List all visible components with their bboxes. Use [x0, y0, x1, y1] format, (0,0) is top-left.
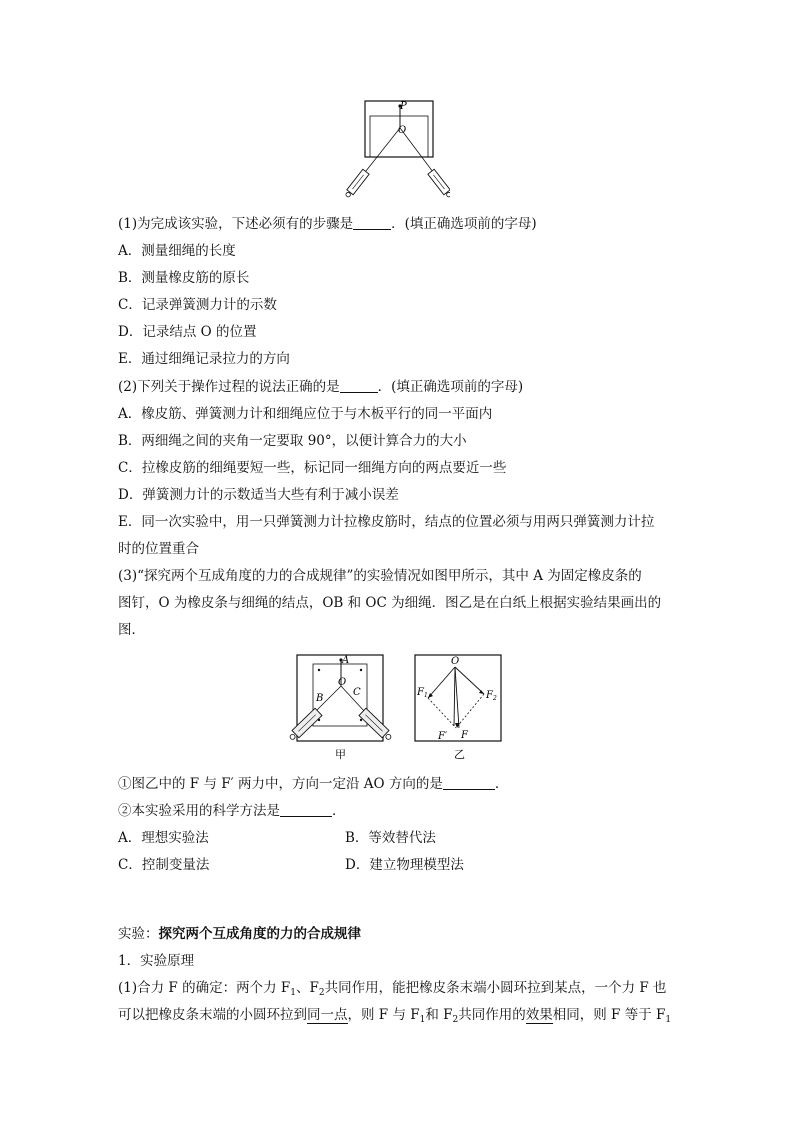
q3-line-1: (3)“探究两个互成角度的力的合成规律”的实验情况如图甲所示，其中 A 为固定橡皮条的	[118, 568, 642, 584]
figure-yi	[410, 650, 510, 765]
q1-answer-blank[interactable]	[353, 217, 391, 230]
jia-label-c: C	[353, 687, 361, 698]
q1-option-c: C．记录弹簧测力计的示数	[118, 297, 277, 313]
q2-option-e-cont: 时的位置重合	[118, 541, 199, 557]
q3-choice-c: C．控制变量法	[118, 857, 210, 873]
q3-choice-d: D．建立物理模型法	[345, 857, 464, 873]
section-title: 实验：探究两个互成角度的力的合成规律	[118, 926, 361, 942]
q1-stem: (1)为完成该实验，下述必须有的步骤是 ．(填正确选项前的字母)	[118, 216, 537, 232]
section-para-1: (1)合力 F 的确定：两个力 $F_1$、$F_2$共同作用，能把橡皮条末端小圆环拉到某点，一个力 F 也	[118, 980, 667, 998]
q2-stem: (2)下列关于操作过程的说法正确的是 ．(填正确选项前的字母)	[118, 379, 524, 395]
section-para-2: 可以把橡皮条末端的小圆环拉到同一点，则 F 与 $F_1$和 $F_2$共同作用的效果相同，则 F 等于 $F_1$	[118, 1007, 672, 1025]
q1-option-d: D．记录结点 O 的位置	[118, 324, 257, 340]
jia-label-b: B	[316, 693, 324, 704]
q3-choice-b: B．等效替代法	[345, 830, 436, 846]
q3-sub2: ②本实验采用的科学方法是 ．	[118, 803, 346, 819]
jia-label-a: A	[342, 655, 350, 666]
q2-option-d: D．弹簧测力计的示数适当大些有利于减小误差	[118, 487, 399, 503]
yi-caption: 乙	[454, 748, 465, 761]
label-o: O	[398, 125, 407, 136]
q2-option-b: B．两细绳之间的夹角一定要取 90°，以便计算合力的大小	[118, 433, 467, 449]
figure-board-top	[340, 96, 450, 206]
q2-option-e: E．同一次实验中，用一只弹簧测力计拉橡皮筋时，结点的位置必须与用两只弹簧测力计拉	[118, 514, 655, 530]
q1-option-e: E．通过细绳记录拉力的方向	[118, 351, 290, 367]
q1-option-b: B．测量橡皮筋的原长	[118, 270, 250, 286]
jia-caption: 甲	[335, 748, 346, 761]
yi-label-o: O	[451, 656, 460, 667]
yi-label-f1: $F_1$	[417, 687, 428, 699]
q2-option-c: C．拉橡皮筋的细绳要短一些，标记同一细绳方向的两点要近一些	[118, 460, 507, 476]
yi-label-f2: $F_2$	[486, 690, 497, 702]
label-p: P	[400, 101, 407, 112]
q3-line-3: 图．	[118, 622, 145, 638]
q3-sub1: ①图乙中的 F 与 F′ 两力中，方向一定沿 AO 方向的是 ．	[118, 776, 509, 792]
jia-label-o: O	[338, 677, 347, 688]
section-item-1: 1．实验原理	[118, 953, 195, 969]
q2-option-a: A．橡皮筋、弹簧测力计和细绳应位于与木板平行的同一平面内	[118, 406, 493, 422]
q3-sub1-blank[interactable]	[443, 777, 495, 790]
q3-line-2: 图钉，O 为橡皮条与细绳的结点，OB 和 OC 为细绳．图乙是在白纸上根据实验结果画出的	[118, 595, 662, 611]
figure-jia	[285, 650, 395, 765]
yi-label-fprime: F′	[438, 731, 448, 742]
q1-option-a: A．测量细绳的长度	[118, 243, 236, 259]
q2-answer-blank[interactable]	[340, 380, 378, 393]
yi-label-f: F	[461, 730, 468, 741]
q3-sub2-blank[interactable]	[280, 804, 332, 817]
q3-choice-a: A．理想实验法	[118, 830, 209, 846]
